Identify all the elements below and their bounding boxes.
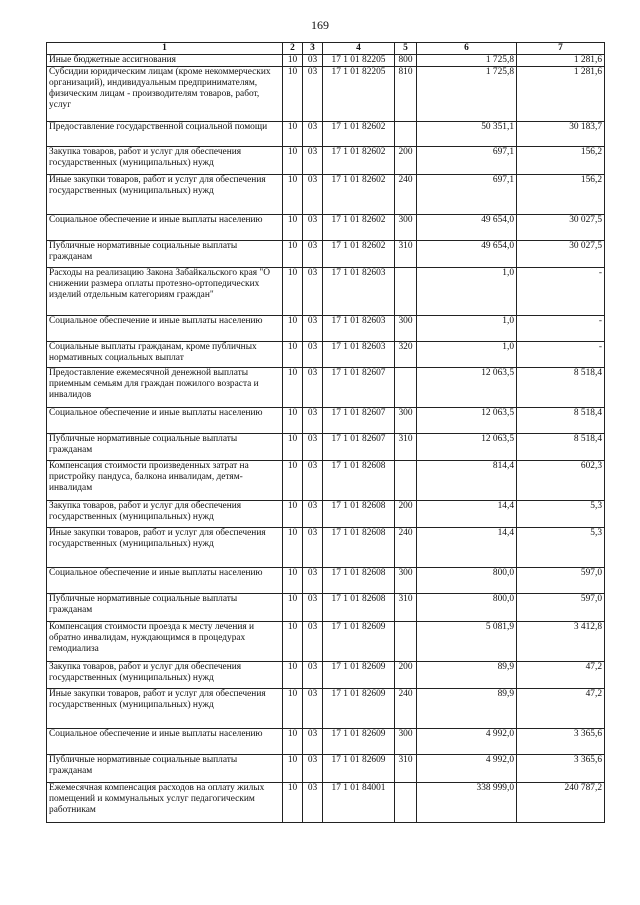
row-section-cell: 10 [283,501,303,528]
row-target-article-cell: 17 1 01 82607 [323,368,395,408]
row-amount-actual-cell: 30 027,5 [517,215,605,241]
row-name-cell: Компенсация стоимости проезда к месту лечения и обратно инвалидам, нуждающимся в процедурах гемодиализа [47,622,283,662]
row-amount-actual-cell: - [517,342,605,368]
row-section-cell: 10 [283,268,303,316]
row-target-article-cell: 17 1 01 82608 [323,501,395,528]
row-amount-plan-cell: 800,0 [417,568,517,594]
row-section-cell: 10 [283,729,303,755]
row-subsection-cell: 03 [303,147,323,175]
table-row [47,689,605,729]
row-name-cell: Социальное обеспечение и иные выплаты населению [47,408,283,434]
row-target-article-cell: 17 1 01 82607 [323,408,395,434]
row-expense-type-cell: 200 [395,662,417,689]
row-section-cell: 10 [283,175,303,215]
row-target-article-cell: 17 1 01 82602 [323,122,395,147]
row-subsection-cell: 03 [303,67,323,122]
row-amount-actual-cell: 47,2 [517,689,605,729]
row-name-cell: Ежемесячная компенсация расходов на оплату жилых помещений и коммунальных услуг педагогическим работникам [47,783,283,823]
row-expense-type-cell: 800 [395,55,417,67]
row-amount-plan-cell: 800,0 [417,594,517,622]
table-row [47,147,605,175]
row-amount-plan-cell: 5 081,9 [417,622,517,662]
row-name-cell: Иные бюджетные ассигнования [47,55,283,67]
table-row [47,729,605,755]
row-amount-actual-cell: 156,2 [517,147,605,175]
row-target-article-cell: 17 1 01 82205 [323,55,395,67]
row-expense-type-cell [395,622,417,662]
row-name-cell: Публичные нормативные социальные выплаты гражданам [47,594,283,622]
row-name-cell: Закупка товаров, работ и услуг для обеспечения государственных (муниципальных) нужд [47,662,283,689]
row-target-article-cell: 17 1 01 82608 [323,528,395,568]
row-section-cell: 10 [283,122,303,147]
row-amount-actual-cell: - [517,316,605,342]
row-expense-type-cell [395,461,417,501]
row-name-cell: Социальное обеспечение и иные выплаты населению [47,568,283,594]
row-expense-type-cell: 310 [395,241,417,268]
row-name-cell: Публичные нормативные социальные выплаты гражданам [47,434,283,461]
row-amount-plan-cell: 1,0 [417,342,517,368]
row-amount-plan-cell: 1,0 [417,268,517,316]
row-amount-actual-cell: 1 281,6 [517,55,605,67]
row-amount-actual-cell: 1 281,6 [517,67,605,122]
row-target-article-cell: 17 1 01 82609 [323,689,395,729]
header-col-7: 7 [517,43,605,55]
row-section-cell: 10 [283,528,303,568]
budget-table [46,42,605,823]
header-col-1: 1 [47,43,283,55]
row-expense-type-cell: 310 [395,594,417,622]
row-amount-actual-cell: 602,3 [517,461,605,501]
table-row [47,434,605,461]
row-target-article-cell: 17 1 01 82607 [323,434,395,461]
row-target-article-cell: 17 1 01 82608 [323,461,395,501]
row-section-cell: 10 [283,316,303,342]
row-subsection-cell: 03 [303,175,323,215]
row-section-cell: 10 [283,55,303,67]
row-amount-actual-cell: 30 183,7 [517,122,605,147]
row-section-cell: 10 [283,689,303,729]
table-row [47,501,605,528]
row-subsection-cell: 03 [303,461,323,501]
row-expense-type-cell [395,268,417,316]
row-subsection-cell: 03 [303,783,323,823]
row-expense-type-cell: 810 [395,67,417,122]
row-amount-plan-cell: 1 725,8 [417,55,517,67]
row-amount-actual-cell: 5,3 [517,528,605,568]
row-expense-type-cell: 300 [395,408,417,434]
table-body [47,55,605,823]
table-row [47,368,605,408]
row-expense-type-cell: 310 [395,755,417,783]
row-subsection-cell: 03 [303,55,323,67]
row-expense-type-cell [395,783,417,823]
row-expense-type-cell: 300 [395,316,417,342]
row-expense-type-cell: 200 [395,147,417,175]
row-name-cell: Закупка товаров, работ и услуг для обеспечения государственных (муниципальных) нужд [47,147,283,175]
row-expense-type-cell [395,368,417,408]
row-amount-plan-cell: 89,9 [417,689,517,729]
row-target-article-cell: 17 1 01 82609 [323,755,395,783]
row-subsection-cell: 03 [303,215,323,241]
row-subsection-cell: 03 [303,268,323,316]
page-number: 169 [311,18,329,32]
table-row [47,316,605,342]
row-amount-plan-cell: 4 992,0 [417,755,517,783]
row-section-cell: 10 [283,342,303,368]
row-amount-actual-cell: 47,2 [517,662,605,689]
table-header-row [47,43,605,55]
row-section-cell: 10 [283,461,303,501]
row-amount-actual-cell: 156,2 [517,175,605,215]
row-section-cell: 10 [283,434,303,461]
row-amount-plan-cell: 697,1 [417,175,517,215]
row-amount-plan-cell: 697,1 [417,147,517,175]
row-subsection-cell: 03 [303,729,323,755]
row-target-article-cell: 17 1 01 82602 [323,147,395,175]
row-amount-actual-cell: 8 518,4 [517,408,605,434]
row-name-cell: Закупка товаров, работ и услуг для обеспечения государственных (муниципальных) нужд [47,501,283,528]
row-section-cell: 10 [283,783,303,823]
row-target-article-cell: 17 1 01 82609 [323,622,395,662]
table-row [47,122,605,147]
row-expense-type-cell: 240 [395,528,417,568]
row-name-cell: Предоставление ежемесячной денежной выплаты приемным семьям для граждан пожилого возраста и инвалидов [47,368,283,408]
row-amount-plan-cell: 1 725,8 [417,67,517,122]
row-name-cell: Иные закупки товаров, работ и услуг для обеспечения государственных (муниципальных) нужд [47,528,283,568]
row-amount-plan-cell: 12 063,5 [417,408,517,434]
table-row [47,342,605,368]
row-amount-plan-cell: 14,4 [417,528,517,568]
row-expense-type-cell: 300 [395,729,417,755]
row-target-article-cell: 17 1 01 84001 [323,783,395,823]
row-target-article-cell: 17 1 01 82603 [323,342,395,368]
row-expense-type-cell: 310 [395,434,417,461]
header-col-3: 3 [303,43,323,55]
row-expense-type-cell: 200 [395,501,417,528]
table-row [47,622,605,662]
row-subsection-cell: 03 [303,594,323,622]
table-row [47,594,605,622]
row-subsection-cell: 03 [303,689,323,729]
table-row [47,408,605,434]
row-subsection-cell: 03 [303,241,323,268]
row-amount-actual-cell: - [517,268,605,316]
table-row [47,67,605,122]
row-expense-type-cell: 240 [395,689,417,729]
table-row [47,55,605,67]
row-target-article-cell: 17 1 01 82609 [323,662,395,689]
row-target-article-cell: 17 1 01 82602 [323,175,395,215]
row-name-cell: Социальное обеспечение и иные выплаты населению [47,729,283,755]
row-name-cell: Компенсация стоимости произведенных затрат на пристройку пандуса, балкона инвалидам, детям-инвалидам [47,461,283,501]
row-amount-plan-cell: 338 999,0 [417,783,517,823]
row-amount-actual-cell: 3 412,8 [517,622,605,662]
row-section-cell: 10 [283,755,303,783]
row-amount-actual-cell: 8 518,4 [517,368,605,408]
row-amount-plan-cell: 14,4 [417,501,517,528]
row-section-cell: 10 [283,241,303,268]
table-row [47,175,605,215]
row-amount-actual-cell: 5,3 [517,501,605,528]
header-col-4: 4 [323,43,395,55]
row-subsection-cell: 03 [303,368,323,408]
row-name-cell: Иные закупки товаров, работ и услуг для обеспечения государственных (муниципальных) нужд [47,689,283,729]
row-name-cell: Публичные нормативные социальные выплаты гражданам [47,755,283,783]
row-amount-actual-cell: 30 027,5 [517,241,605,268]
row-name-cell: Расходы на реализацию Закона Забайкальского края "О снижении размера оплаты протезно-ортопедических изделий отдельным категориям граждан" [47,268,283,316]
row-expense-type-cell: 240 [395,175,417,215]
row-target-article-cell: 17 1 01 82603 [323,316,395,342]
row-amount-plan-cell: 4 992,0 [417,729,517,755]
row-subsection-cell: 03 [303,501,323,528]
row-section-cell: 10 [283,147,303,175]
row-subsection-cell: 03 [303,434,323,461]
row-amount-actual-cell: 3 365,6 [517,755,605,783]
row-section-cell: 10 [283,622,303,662]
table-row [47,755,605,783]
row-section-cell: 10 [283,568,303,594]
row-amount-actual-cell: 3 365,6 [517,729,605,755]
row-section-cell: 10 [283,215,303,241]
header-col-6: 6 [417,43,517,55]
row-expense-type-cell: 300 [395,215,417,241]
row-amount-plan-cell: 49 654,0 [417,215,517,241]
row-amount-plan-cell: 49 654,0 [417,241,517,268]
row-amount-plan-cell: 50 351,1 [417,122,517,147]
row-expense-type-cell: 320 [395,342,417,368]
row-expense-type-cell: 300 [395,568,417,594]
row-amount-plan-cell: 1,0 [417,316,517,342]
row-target-article-cell: 17 1 01 82609 [323,729,395,755]
row-name-cell: Иные закупки товаров, работ и услуг для обеспечения государственных (муниципальных) нужд [47,175,283,215]
row-target-article-cell: 17 1 01 82608 [323,568,395,594]
row-subsection-cell: 03 [303,568,323,594]
row-name-cell: Субсидии юридическим лицам (кроме некоммерческих организаций), индивидуальным предпринимателям, физическим лицам - производителям товаров, работ, услуг [47,67,283,122]
row-amount-plan-cell: 814,4 [417,461,517,501]
row-section-cell: 10 [283,662,303,689]
row-subsection-cell: 03 [303,122,323,147]
table-row [47,461,605,501]
row-section-cell: 10 [283,408,303,434]
row-amount-plan-cell: 12 063,5 [417,434,517,461]
row-target-article-cell: 17 1 01 82608 [323,594,395,622]
row-subsection-cell: 03 [303,342,323,368]
row-name-cell: Социальное обеспечение и иные выплаты населению [47,316,283,342]
row-target-article-cell: 17 1 01 82205 [323,67,395,122]
row-amount-actual-cell: 597,0 [517,568,605,594]
row-target-article-cell: 17 1 01 82602 [323,215,395,241]
row-section-cell: 10 [283,368,303,408]
header-col-5: 5 [395,43,417,55]
row-subsection-cell: 03 [303,662,323,689]
table-row [47,528,605,568]
row-subsection-cell: 03 [303,528,323,568]
row-subsection-cell: 03 [303,755,323,783]
row-name-cell: Социальное обеспечение и иные выплаты населению [47,215,283,241]
row-target-article-cell: 17 1 01 82603 [323,268,395,316]
table-row [47,241,605,268]
row-name-cell: Предоставление государственной социальной помощи [47,122,283,147]
row-amount-actual-cell: 240 787,2 [517,783,605,823]
row-amount-plan-cell: 89,9 [417,662,517,689]
row-name-cell: Социальные выплаты гражданам, кроме публичных нормативных социальных выплат [47,342,283,368]
row-target-article-cell: 17 1 01 82602 [323,241,395,268]
row-section-cell: 10 [283,67,303,122]
row-amount-plan-cell: 12 063,5 [417,368,517,408]
row-name-cell: Публичные нормативные социальные выплаты гражданам [47,241,283,268]
table-row [47,662,605,689]
table-row [47,268,605,316]
row-expense-type-cell [395,122,417,147]
row-amount-actual-cell: 8 518,4 [517,434,605,461]
table-row [47,215,605,241]
header-col-2: 2 [283,43,303,55]
table-row [47,568,605,594]
row-subsection-cell: 03 [303,622,323,662]
row-section-cell: 10 [283,594,303,622]
table-row [47,783,605,823]
row-subsection-cell: 03 [303,316,323,342]
row-subsection-cell: 03 [303,408,323,434]
row-amount-actual-cell: 597,0 [517,594,605,622]
